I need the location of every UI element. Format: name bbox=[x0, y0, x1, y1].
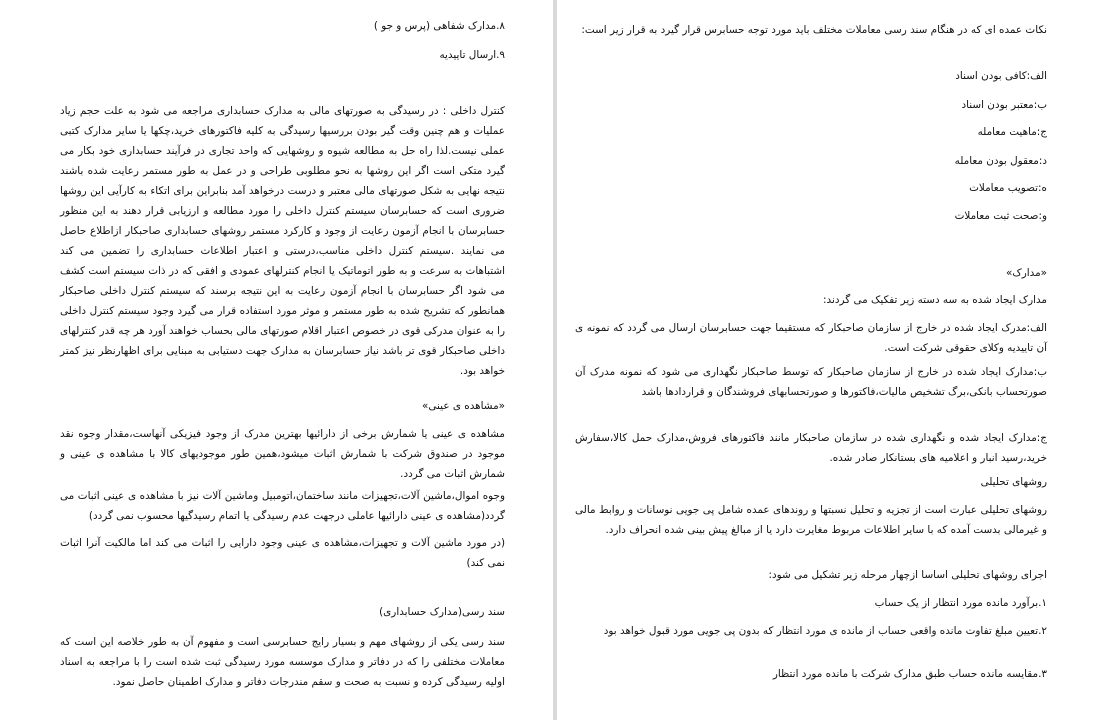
machinery-paragraph: (در مورد ماشین آلات و تجهیزات،مشاهده ی عینی وجود دارایی را اثبات می کند اما مالکیت آنرا اثبات نمی کند) bbox=[60, 537, 505, 569]
list-item: ب:معتبر بودن اسناد bbox=[961, 99, 1047, 111]
vouching-heading: سند رسی(مدارک حسابداری) bbox=[379, 606, 505, 618]
evidence-a: الف:مدرک ایجاد شده در خارج از سازمان صاحبکار که مستقیما جهت حسابرسان ارسال می گردد که نمونه ی آن تاییدیه وکلای حقوقی شرکت است. bbox=[575, 322, 1047, 354]
list-item: ج:ماهیت معامله bbox=[977, 126, 1047, 138]
list-item: د:معقول بودن معامله bbox=[954, 155, 1047, 167]
evidence-c: ج:مدارک ایجاد شده و نگهداری شده در سازمان صاحبکار مانند فاکتورهای فروش،مدارک حمل کالا،سفارش خرید،رسید انبار و اعلامیه های بستانکار صادر شده. bbox=[575, 432, 1047, 464]
physical-inspection-heading: «مشاهده ی عینی» bbox=[422, 400, 505, 412]
cash-paragraph: وجوه اموال،ماشین آلات،تجهیزات مانند ساختمان،اتومبیل وماشین آلات نیز با مشاهده ی عینی اثبات می گردد(مشاهده ی عینی دارائیها عاملی درجهت عدم رسیدگی یا اتمام رسیدگیها محسوب نمی گردد) bbox=[60, 490, 505, 522]
left-page bbox=[0, 0, 553, 720]
stages-intro: اجرای روشهای تحلیلی اساسا ازچهار مرحله زیر تشکیل می شود: bbox=[768, 569, 1047, 581]
stage-1: ۱.برآورد مانده مورد انتظار از یک حساب bbox=[874, 597, 1047, 609]
list-item: الف:کافی بودن اسناد bbox=[955, 70, 1047, 82]
right-page bbox=[557, 0, 1107, 720]
item-8: ۸.مدارک شفاهی (پرس و جو ) bbox=[373, 20, 505, 32]
item-9: ۹.ارسال تاییدیه bbox=[439, 49, 505, 61]
list-item: و:صحت ثبت معاملات bbox=[954, 210, 1047, 222]
evidence-b: ب:مدارک ایجاد شده در خارج از سازمان صاحبکار که توسط صاحبکار نگهداری می شود که نمونه مدرک آن صورتحساب بانکی،برگ تشخیص مالیات،فاکتورها و صورتحسابهای فروشندگان و قراردادها باشد bbox=[575, 366, 1047, 398]
list-item: ه:تصویب معاملات bbox=[969, 182, 1047, 194]
evidence-heading: «مدارک» bbox=[1006, 267, 1047, 279]
internal-control-paragraph: کنترل داخلی : در رسیدگی به صورتهای مالی به مدارک حسابداری مراجعه می شود به علت حجم زیاد عملیات و هم چنین وقت گیر بودن بررسیها رسیدگی به کلیه فاکتورهای خرید،چکها یا سایر مدارک کتبی عملی نیست.لذا راه حل به مطالعه شیوه و روشهایی که واحد تجاری در فرآیند حسابداری خود بکار می گیرد متکی است اگر این روشها به نحو مطلوبی طراحی و در عمل به طور مستمر رعایت شده باشند نتیجه نهایی به شکل صورتهای مالی معتبر و درست درخواهد آمد بنابراین برای اتکاء به کارآیی این روشها ضروری است که حسابرسان سیستم کنترل داخلی را مورد مطالعه و ارزیابی قرار دهند به این منظور حسابرسان با انجام آزمون رعایت از وجود و کارکرد مستمر روشهای حسابداری صاحبکار ازاطلاع حاصل می نمایند .سیستم کنترل داخلی مناسب،درستی و اعتبار اطلاعات حسابداری را تضمین می کند اشتباهات به سرعت و به طور اتوماتیک یا انجام کنترلهای عمودی و افقی که در ذات سیستم است کشف می شود اگر حسابرسان با انجام آزمون رعایت به این نتیجه برسند که سیستم کنترل داخلی صاحبکار همانطور که تشریح شده به طور مستمر و موثر مورد استفاده قرار می گیرد وجود سیستم کنترل داخلی را به عنوان مدرکی قوی در خصوص اعتبار اقلام صورتهای مالی بحساب خواهند آورد هر چه قدر کنترلهای داخلی صاحبکار قوی تر باشد نیاز حسابرسان به مدارک جهت دستیابی به مبنایی برای اظهارنظر نیز کمتر خواهد بود. bbox=[60, 105, 505, 377]
physical-inspection-paragraph: مشاهده ی عینی یا شمارش برخی از دارائیها بهترین مدرک از وجود فیزیکی آنهاست،مقدار وجوه نقد موجود در صندوق شرکت با شمارش اثبات میشود،همین طور موجودیهای کالا با مشاهده ی عینی و شمارش اثبات می گردد. bbox=[60, 428, 505, 480]
stage-3: ۳.مقایسه مانده حساب طبق مدارک شرکت با مانده مورد انتظار bbox=[772, 668, 1047, 680]
vouching-paragraph: سند رسی یکی از روشهای مهم و بسیار رایج حسابرسی است و مفهوم آن به طور خلاصه این است که معاملات مختلفی را که در دفاتر و مدارک موسسه مورد رسیدگی ثبت شده است را با مراجعه به اسناد اولیه رسیدگی کرده و نسبت به صحت و سقم مندرجات دفاتر و مدارک اطمینان حاصل نمود. bbox=[60, 636, 505, 688]
evidence-intro: مدارک ایجاد شده به سه دسته زیر تفکیک می گردند: bbox=[823, 294, 1047, 306]
stage-2: ۲.تعیین مبلغ تفاوت مانده واقعی حساب از مانده ی مورد انتظار که بدون پی جویی مورد قبول خواهد بود bbox=[603, 625, 1047, 637]
analytical-heading: روشهای تحلیلی bbox=[980, 476, 1047, 488]
analytical-paragraph: روشهای تحلیلی عبارت است از تجزیه و تحلیل نسبتها و روندهای عمده شامل پی جویی نوسانات و روابط مالی و غیرمالی بدست آمده که با سایر اطلاعات مربوط مغایرت دارد یا از مبالغ پیش بینی شده انحراف دارد. bbox=[575, 504, 1047, 536]
intro-paragraph: نکات عمده ای که در هنگام سند رسی معاملات مختلف باید مورد توجه حسابرس قرار گیرد به قرار زیر است: bbox=[581, 24, 1047, 36]
